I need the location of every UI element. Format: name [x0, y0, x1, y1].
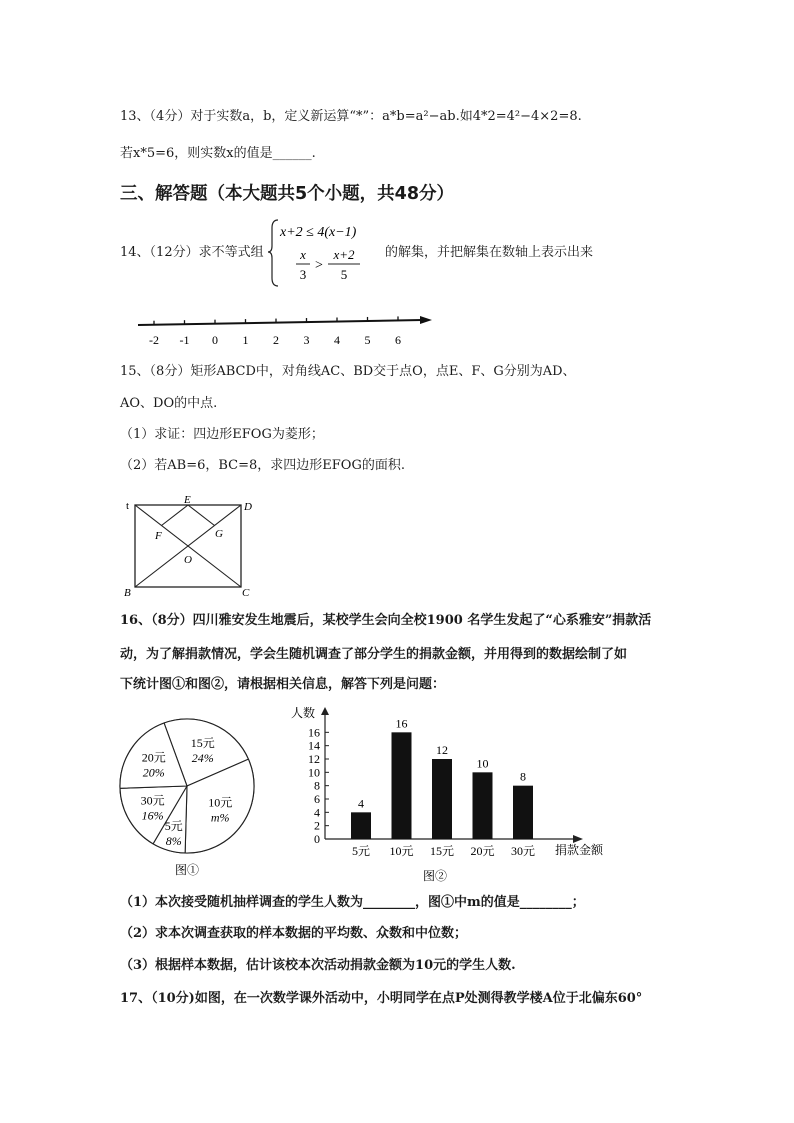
inequality-system	[268, 216, 388, 288]
number-line-label: 3	[303, 333, 310, 347]
pie-slice-label: 5元	[164, 819, 183, 834]
q13-line2: 若x*5=6，则实数x的值是______.	[120, 146, 316, 161]
bar-value-label: 10	[476, 756, 489, 771]
segment-eg	[188, 505, 215, 526]
label-o: O	[184, 554, 192, 566]
q15-line1: 15、（8分）矩形ABCD中，对角线AC、BD交于点O，点E、F、G分别为AD、	[120, 364, 576, 379]
bar-y-tick-label: 2	[314, 818, 320, 833]
q16-part2: （2）求本次调查获取的样本数据的平均数、众数和中位数；	[120, 926, 468, 941]
q16-line2: 动，为了解捐款情况，学会生随机调查了部分学生的捐款金额，并用得到的数据绘制了如	[120, 647, 628, 662]
pie-slice-percent: 16%	[141, 808, 164, 823]
q15-part1: （1）求证：四边形EFOG为菱形；	[120, 427, 324, 442]
pie-chart	[118, 712, 268, 882]
segment-ef	[162, 505, 189, 526]
number-line-label: 2	[273, 333, 279, 347]
q16-line1: 16、（8分）四川雅安发生地震后，某校学生会向全校1900 名学生发起了“心系雅安”捐款活	[120, 613, 652, 628]
q17-line1: 17、（10分)如图，在一次数学课外活动中，小明同学在点P处测得教学楼A位于北偏东60°	[120, 991, 643, 1006]
bar-y-tick-label: 16	[308, 725, 320, 740]
bar-x-arrow	[573, 835, 583, 843]
pie-slice-percent: m%	[210, 810, 230, 825]
section-heading: 三、解答题（本大题共5个小题，共48分）	[120, 184, 455, 204]
system-brace	[268, 220, 278, 286]
bar	[392, 732, 412, 839]
pie-caption: 图①	[174, 863, 200, 877]
label-c: C	[242, 587, 250, 599]
label-b: B	[124, 587, 131, 599]
bar	[351, 812, 371, 839]
bar-y-tick-label: 6	[314, 792, 320, 806]
bar-y-tick-label: 14	[308, 738, 320, 753]
pie-slice-label: 10元	[208, 795, 233, 810]
bar-category-label: 20元	[470, 844, 495, 858]
bar-category-label: 10元	[389, 844, 414, 858]
q13-line1: 13、（4分）对于实数a，b，定义新运算“*”：a*b=a²−ab.如4*2=4²−4×2=8.	[120, 109, 582, 124]
ineq1: x+2 ≤ 4(x−1)	[280, 225, 357, 240]
q14-suffix: 的解集，并把解集在数轴上表示出来	[385, 245, 594, 260]
bar-y-tick-label: 8	[314, 778, 320, 793]
bar	[473, 772, 493, 839]
bar-value-label: 4	[358, 796, 364, 811]
number-line-label: -1	[179, 333, 190, 347]
bar-y-tick-label: 12	[308, 752, 320, 766]
bar-y-arrow	[321, 707, 329, 715]
number-line-label: 4	[334, 333, 340, 347]
frac-left-den: 3	[299, 267, 307, 282]
bar-category-label: 5元	[351, 844, 371, 858]
rectangle-figure	[122, 495, 262, 600]
bar-y-tick-label: 0	[314, 832, 320, 846]
pie-slice-label: 20元	[141, 750, 166, 765]
pie-slice-percent: 20%	[142, 765, 165, 780]
label-e: E	[184, 495, 191, 506]
number-line-label: 5	[364, 333, 371, 347]
bar-ylabel: 人数	[291, 706, 316, 720]
pie-slice-label: 30元	[140, 793, 165, 808]
bar-category-label: 30元	[510, 844, 536, 858]
number-line-label: 1	[242, 333, 249, 347]
pie-slice-label: 15元	[190, 736, 215, 751]
q16-part1: （1）本次接受随机抽样调查的学生人数为________，图①中m的值是________；	[120, 895, 585, 910]
bar-caption: 图②	[422, 869, 448, 883]
number-line-label: 6	[395, 333, 401, 347]
label-a: t	[126, 500, 130, 512]
bar-xlabel: 捐款金额	[555, 843, 604, 857]
bar-y-tick-label: 10	[308, 765, 320, 780]
bar-value-label: 8	[520, 769, 526, 784]
q16-part3: （3）根据样本数据，估计该校本次活动捐款金额为10元的学生人数.	[120, 958, 516, 973]
number-line-axis	[138, 320, 422, 325]
bar-y-tick-label: 4	[314, 805, 320, 820]
bar-category-label: 15元	[429, 844, 455, 858]
number-line-label: -2	[149, 333, 159, 347]
frac-right-num: x+2	[333, 247, 355, 262]
number-line	[130, 312, 440, 352]
q14-prefix: 14、（12分）求不等式组	[120, 245, 264, 260]
frac-right-den: 5	[340, 267, 348, 282]
q15-line2: AO、DO的中点.	[120, 396, 218, 411]
bar	[432, 759, 452, 839]
label-g: G	[215, 528, 223, 540]
bar	[513, 786, 533, 839]
frac-gt: >	[315, 258, 323, 273]
bar-value-label: 16	[395, 716, 408, 731]
pie-slice-percent: 8%	[165, 834, 182, 849]
q16-line3: 下统计图①和图②，请根据相关信息，解答下列是问题：	[120, 677, 446, 692]
bar-chart	[285, 703, 625, 888]
label-d: D	[244, 501, 252, 513]
number-line-label: 0	[212, 333, 218, 347]
number-line-arrow	[420, 316, 432, 324]
q15-part2: （2）若AB=6，BC=8，求四边形EFOG的面积.	[120, 458, 405, 473]
pie-slice-percent: 24%	[191, 751, 214, 766]
frac-left-num: x	[300, 247, 306, 262]
bar-value-label: 12	[436, 743, 448, 757]
label-f: F	[155, 530, 162, 542]
